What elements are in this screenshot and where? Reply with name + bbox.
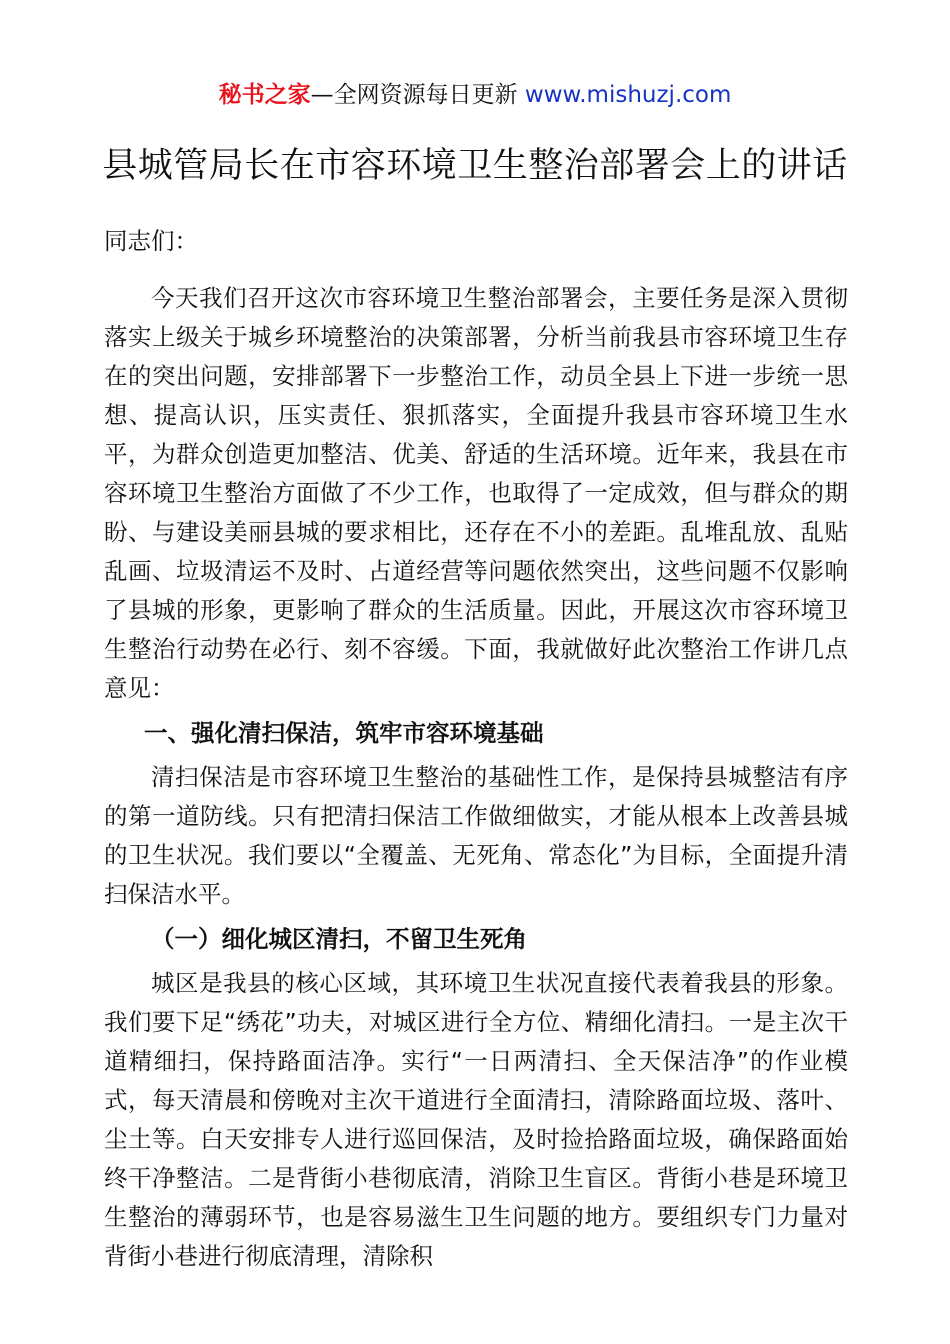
intro-paragraph: 今天我们召开这次市容环境卫生整治部署会，主要任务是深入贯彻落实上级关于城乡环境整治的决策部署，分析当前我县市容环境卫生存在的突出问题，安排部署下一步整治工作，动员全县上下进一步统一思想、提高认识，压实责任、狠抓落实，全面提升我县市容环境卫生水平，为群众创造更加整洁、优美、舒适的生活环境。近年来，我县在市容环境卫生整治方面做了不少工作，也取得了一定成效，但与群众的期盼、与建设美丽县城的要求相比，还存在不小的差距。乱堆乱放、乱贴乱画、垃圾清运不及时、占道经营等问题依然突出，这些问题不仅影响了县城的形象，更影响了群众的生活质量。因此，开展这次市容环境卫生整治行动势在必行、刻不容缓。下面，我就做好此次整治工作讲几点意见： xyxy=(104,284,848,702)
subsection-paragraph-1: 城区是我县的核心区域，其环境卫生状况直接代表着我县的形象。我们要下足“绣花”功夫，对城区进行全方位、精细化清扫。一是主次干道精细扫，保持路面洁净。实行“一日两清扫、全天保洁净”的作业模式，每天清晨和傍晚对主次干道进行全面清扫，清除路面垃圾、落叶、尘土等。白天安排专人进行巡回保洁，及时捡拾路面垃圾，确保路面始终干净整洁。二是背街小巷彻底清，消除卫生盲区。背街小巷是环境卫生整治的薄弱环节，也是容易滋生卫生问题的地方。要组织专门力量对背街小巷进行彻底清理，清除积 xyxy=(104,969,848,1270)
section-heading-1: 一、强化清扫保洁，筑牢市容环境基础 xyxy=(144,719,544,747)
site-banner xyxy=(0,80,950,110)
site-url-link[interactable]: www.mishuzj.com xyxy=(524,82,732,108)
brand-name: 秘书之家 xyxy=(218,82,311,108)
banner-tagline: —全网资源每日更新 xyxy=(310,82,518,108)
document-body xyxy=(104,222,848,1276)
document-title: 县城管局长在市容环境卫生整治部署会上的讲话 xyxy=(102,146,848,186)
salutation: 同志们： xyxy=(104,227,198,255)
subsection-heading-1: （一）细化城区清扫，不留卫生死角 xyxy=(151,925,527,953)
section-paragraph-1: 清扫保洁是市容环境卫生整治的基础性工作，是保持县城整洁有序的第一道防线。只有把清扫保洁工作做细做实，才能从根本上改善县城的卫生状况。我们要以“全覆盖、无死角、常态化”为目标，全面提升清扫保洁水平。 xyxy=(104,763,848,908)
